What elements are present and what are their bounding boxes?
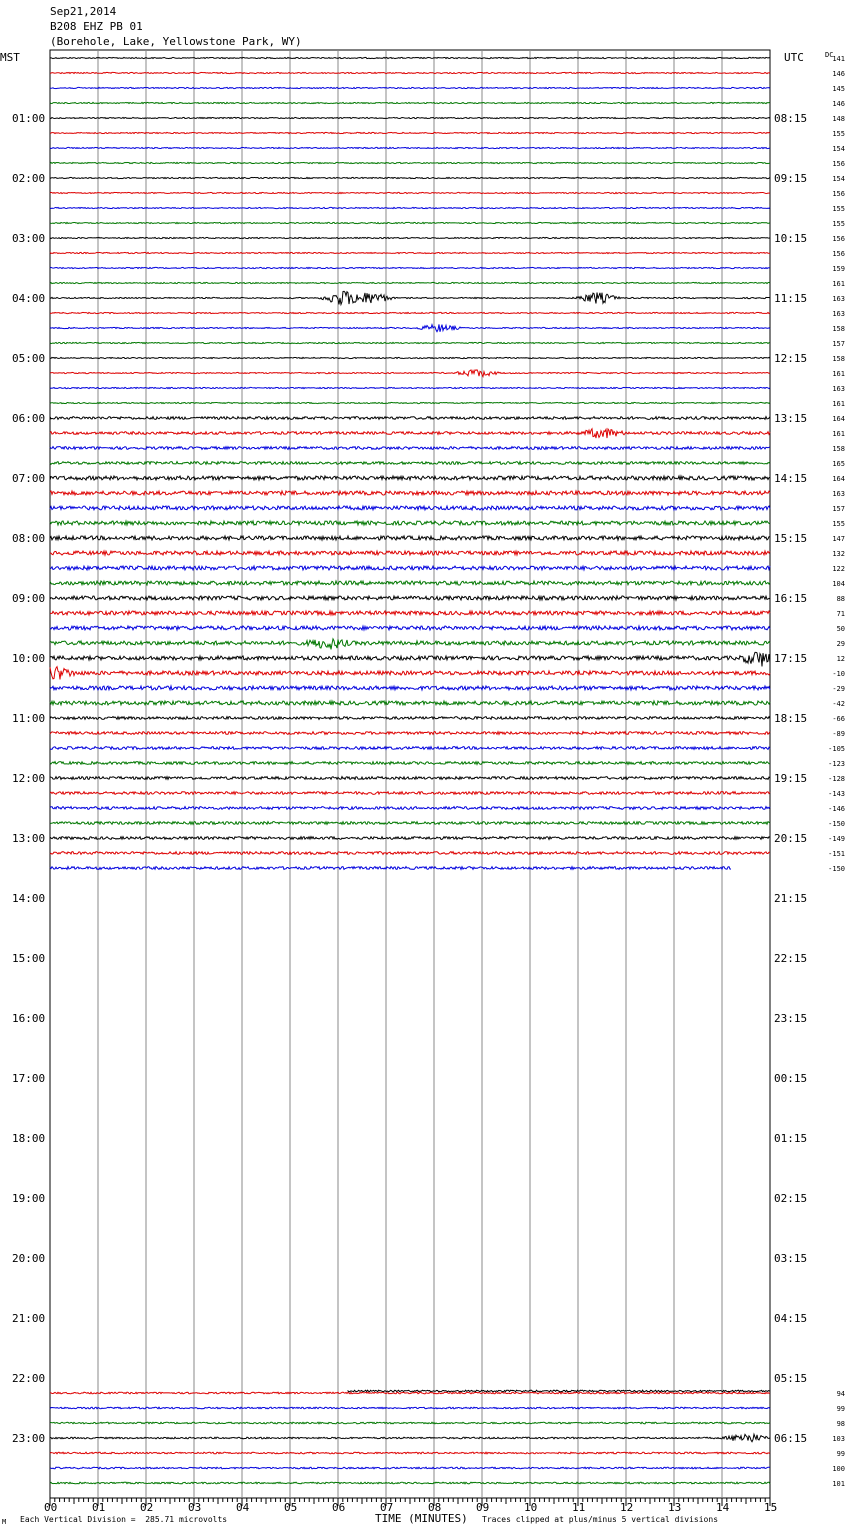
mst-hour-label: 02:00 [12, 172, 46, 185]
trace-line [50, 762, 770, 765]
dc-offset-label: -151 [828, 850, 845, 858]
mst-hour-label: 07:00 [12, 472, 46, 485]
trace-line [50, 222, 770, 223]
dc-offset-label: 147 [832, 535, 845, 543]
dc-offset-label: 103 [832, 1435, 845, 1443]
dc-offset-label: 99 [836, 1450, 845, 1458]
dc-offset-label: -105 [828, 745, 845, 753]
dc-offset-label: -89 [832, 730, 845, 738]
trace-line [50, 506, 770, 510]
dc-offset-label: 164 [832, 475, 845, 483]
x-axis-title: TIME (MINUTES) [375, 1512, 468, 1525]
trace-line [50, 626, 770, 630]
trace-line [50, 312, 770, 313]
dc-offset-label: -150 [828, 865, 845, 873]
trace-line [50, 566, 770, 570]
trace-line [50, 1407, 770, 1409]
x-tick-label: 06 [332, 1501, 346, 1514]
dc-offset-label: 156 [832, 250, 845, 258]
x-tick-label: 08 [428, 1501, 442, 1514]
dc-offset-label: 165 [832, 460, 845, 468]
mst-hour-label: 14:00 [12, 892, 46, 905]
trace-line [50, 402, 770, 403]
trace-line [50, 237, 770, 238]
dc-offset-label: -149 [828, 835, 845, 843]
dc-offset-label: 156 [832, 190, 845, 198]
utc-hour-label: 14:15 [774, 472, 808, 485]
dc-offset-label: 100 [832, 1465, 845, 1473]
x-tick-label: 01 [92, 1501, 106, 1514]
mst-hour-label: 21:00 [12, 1312, 46, 1325]
trace-line [50, 72, 770, 73]
x-tick-label: 10 [524, 1501, 538, 1514]
trace-line [50, 536, 770, 540]
location-label: (Borehole, Lake, Yellowstone Park, WY) [50, 35, 302, 48]
trace-line [50, 867, 731, 870]
trace-line [50, 117, 770, 118]
dc-offset-label: 159 [832, 265, 845, 273]
trace-line [50, 639, 770, 650]
x-tick-label: 07 [380, 1501, 394, 1514]
trace-line [50, 611, 770, 615]
trace-line [50, 282, 770, 283]
mst-hour-label: 23:00 [12, 1432, 46, 1445]
date-label: Sep21,2014 [50, 5, 117, 18]
trace-line [50, 1482, 770, 1484]
mst-hour-label: 12:00 [12, 772, 46, 785]
dc-offset-label: 99 [836, 1405, 845, 1413]
utc-hour-label: 22:15 [774, 952, 808, 965]
utc-hour-label: 18:15 [774, 712, 808, 725]
utc-hour-label: 19:15 [774, 772, 808, 785]
mst-hour-label: 20:00 [12, 1252, 46, 1265]
dc-offset-label: 132 [832, 550, 845, 558]
trace-line [50, 57, 770, 58]
dc-offset-label: 163 [832, 490, 845, 498]
trace-line [50, 852, 770, 855]
trace-line [50, 747, 770, 750]
x-tick-label: 11 [572, 1501, 586, 1514]
trace-line [50, 686, 770, 690]
dc-offset-label: 94 [836, 1390, 845, 1398]
utc-hour-label: 00:15 [774, 1072, 808, 1085]
utc-hour-label: 03:15 [774, 1252, 808, 1265]
dc-offset-label: -150 [828, 820, 845, 828]
footer-mark: M [2, 1518, 7, 1526]
utc-axis-label: UTC [784, 51, 804, 64]
dc-offset-label: -66 [832, 715, 845, 723]
trace-line [50, 1392, 770, 1394]
dc-offset-label: 163 [832, 295, 845, 303]
dc-offset-label: 158 [832, 325, 845, 333]
dc-offset-label: 163 [832, 310, 845, 318]
dc-offset-label: 161 [832, 280, 845, 288]
dc-offset-label: -146 [828, 805, 845, 813]
trace-line [50, 1467, 770, 1469]
dc-offset-label: -128 [828, 775, 845, 783]
utc-hour-label: 05:15 [774, 1372, 808, 1385]
utc-hour-label: 13:15 [774, 412, 808, 425]
utc-hour-label: 11:15 [774, 292, 808, 305]
dc-offset-label: 161 [832, 400, 845, 408]
trace-line [50, 342, 770, 343]
utc-hour-label: 12:15 [774, 352, 808, 365]
dc-offset-label: 155 [832, 130, 845, 138]
trace-line [50, 837, 770, 840]
mst-axis-label: MST [0, 51, 20, 64]
dc-offset-label: 122 [832, 565, 845, 573]
mst-hour-label: 09:00 [12, 592, 46, 605]
trace-line [50, 807, 770, 810]
trace-line [50, 521, 770, 525]
mst-hour-label: 05:00 [12, 352, 46, 365]
dc-offset-label: 158 [832, 355, 845, 363]
mst-hour-label: 18:00 [12, 1132, 46, 1145]
clip-note: Traces clipped at plus/minus 5 vertical divisions [482, 1515, 719, 1524]
trace-line [50, 417, 770, 420]
trace-line [50, 132, 770, 133]
dc-offset-label: -123 [828, 760, 845, 768]
trace-line [50, 429, 770, 438]
trace-line [50, 667, 770, 680]
trace-line [50, 192, 770, 193]
utc-hour-label: 04:15 [774, 1312, 808, 1325]
mst-hour-label: 11:00 [12, 712, 46, 725]
dc-offset-label: 161 [832, 370, 845, 378]
dc-offset-label: 50 [836, 625, 845, 633]
x-tick-label: 09 [476, 1501, 490, 1514]
trace-line [50, 147, 770, 148]
dc-offset-label: 104 [832, 580, 845, 588]
dc-offset-label: 12 [836, 655, 845, 663]
utc-hour-label: 08:15 [774, 112, 808, 125]
dc-offset-label: 88 [836, 595, 845, 603]
mst-hour-label: 06:00 [12, 412, 46, 425]
trace-line [50, 1422, 770, 1424]
dc-offset-label: -10 [832, 670, 845, 678]
trace-line [50, 701, 770, 705]
x-tick-label: 05 [284, 1501, 298, 1514]
trace-line [50, 357, 770, 358]
utc-hour-label: 21:15 [774, 892, 808, 905]
mst-hour-label: 10:00 [12, 652, 46, 665]
trace-line [50, 162, 770, 163]
utc-hour-label: 06:15 [774, 1432, 808, 1445]
trace-line [50, 822, 770, 825]
x-tick-label: 03 [188, 1501, 202, 1514]
trace-line [50, 652, 770, 666]
dc-offset-label: 157 [832, 505, 845, 513]
plot-frame [50, 50, 770, 1498]
x-tick-label: 02 [140, 1501, 154, 1514]
x-tick-label: 12 [620, 1501, 634, 1514]
trace-line [50, 1434, 770, 1441]
trace-line [50, 792, 770, 795]
trace-line [50, 87, 770, 88]
axis-labels [12, 55, 845, 1514]
mst-hour-label: 15:00 [12, 952, 46, 965]
dc-offset-label: 161 [832, 430, 845, 438]
x-tick-label: 00 [44, 1501, 58, 1514]
dc-offset-label: 29 [836, 640, 845, 648]
trace-line [50, 581, 770, 585]
trace-line [50, 387, 770, 388]
dc-offset-label: 71 [836, 610, 845, 618]
trace-line [50, 732, 770, 735]
trace-line [50, 252, 770, 253]
dc-offset-label: 155 [832, 205, 845, 213]
dc-label: DC [825, 51, 834, 59]
dc-offset-label: 148 [832, 115, 845, 123]
utc-hour-label: 16:15 [774, 592, 808, 605]
mst-hour-label: 17:00 [12, 1072, 46, 1085]
dc-offset-label: -29 [832, 685, 845, 693]
utc-hour-label: 17:15 [774, 652, 808, 665]
trace-line [50, 177, 770, 178]
utc-hour-label: 02:15 [774, 1192, 808, 1205]
mst-hour-label: 03:00 [12, 232, 46, 245]
trace-line [50, 447, 770, 450]
trace-line [50, 462, 770, 465]
mst-hour-label: 04:00 [12, 292, 46, 305]
dc-offset-label: 141 [832, 55, 845, 63]
utc-hour-label: 23:15 [774, 1012, 808, 1025]
trace-line-partial [348, 1390, 770, 1392]
station-label: B208 EHZ PB 01 [50, 20, 143, 33]
utc-hour-label: 10:15 [774, 232, 808, 245]
dc-offset-label: 155 [832, 220, 845, 228]
dc-offset-label: 146 [832, 100, 845, 108]
dc-offset-label: 154 [832, 175, 845, 183]
dc-offset-label: 156 [832, 160, 845, 168]
dc-offset-label: -42 [832, 700, 845, 708]
dc-offset-label: 158 [832, 445, 845, 453]
mst-hour-label: 01:00 [12, 112, 46, 125]
mst-hour-label: 22:00 [12, 1372, 46, 1385]
dc-offset-label: 155 [832, 520, 845, 528]
trace-line [50, 596, 770, 600]
utc-hour-label: 15:15 [774, 532, 808, 545]
dc-offset-label: 154 [832, 145, 845, 153]
x-tick-label: 13 [668, 1501, 682, 1514]
dc-offset-label: 101 [832, 1480, 845, 1488]
trace-line [50, 267, 770, 268]
dc-offset-label: 164 [832, 415, 845, 423]
trace-line [50, 777, 770, 780]
dc-offset-label: 163 [832, 385, 845, 393]
dc-offset-label: 145 [832, 85, 845, 93]
trace-line [50, 207, 770, 208]
trace-line [50, 370, 770, 377]
mst-hour-label: 13:00 [12, 832, 46, 845]
utc-hour-label: 20:15 [774, 832, 808, 845]
x-tick-label: 04 [236, 1501, 250, 1514]
utc-hour-label: 01:15 [774, 1132, 808, 1145]
x-tick-label: 15 [764, 1501, 778, 1514]
dc-offset-label: -143 [828, 790, 845, 798]
trace-line [50, 476, 770, 480]
mst-hour-label: 19:00 [12, 1192, 46, 1205]
trace-line [50, 291, 770, 304]
traces [50, 57, 770, 1483]
dc-offset-label: 157 [832, 340, 845, 348]
dc-offset-label: 146 [832, 70, 845, 78]
x-tick-label: 14 [716, 1501, 730, 1514]
trace-line [50, 1452, 770, 1454]
scale-note: Each Vertical Division = 285.71 microvolts [20, 1515, 228, 1524]
mst-hour-label: 16:00 [12, 1012, 46, 1025]
trace-line [50, 551, 770, 555]
dc-offset-label: 156 [832, 235, 845, 243]
mst-hour-label: 08:00 [12, 532, 46, 545]
utc-hour-label: 09:15 [774, 172, 808, 185]
trace-line [50, 717, 770, 720]
dc-offset-label: 98 [836, 1420, 845, 1428]
trace-line [50, 491, 770, 495]
trace-line [50, 324, 770, 331]
trace-line [50, 102, 770, 103]
